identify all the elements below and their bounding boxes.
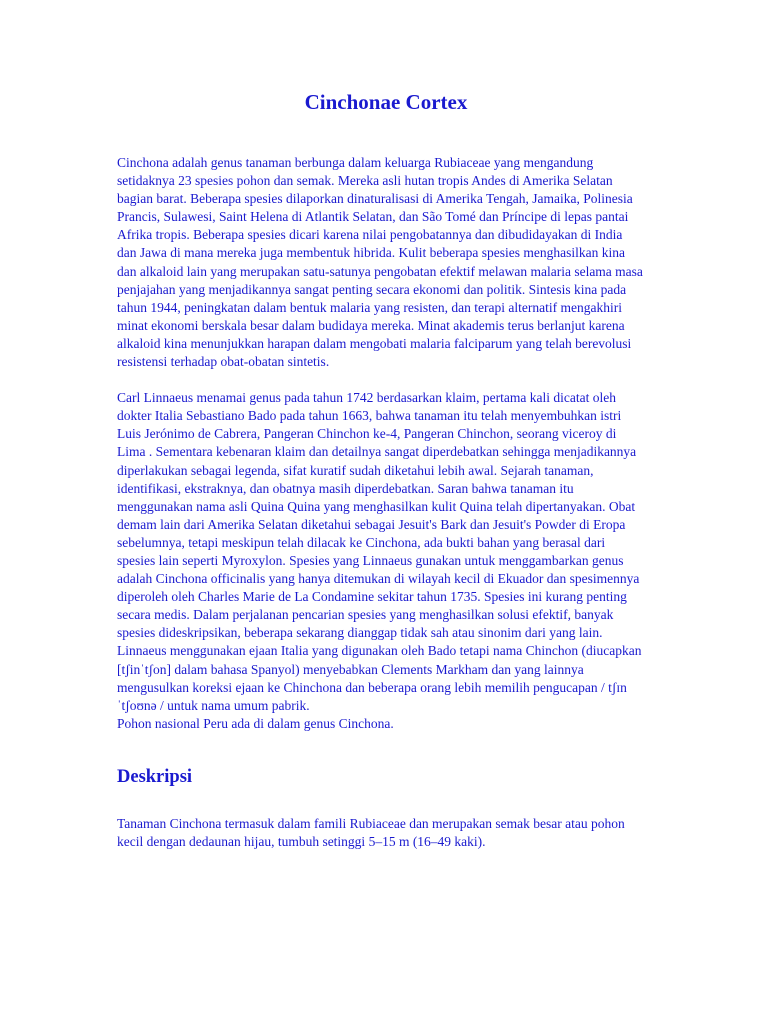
intro-paragraph: Cinchona adalah genus tanaman berbunga dalam keluarga Rubiaceae yang mengandung setidaknya 23 spesies pohon dan semak. Mereka asli hutan tropis Andes di Amerika Selatan bagian barat. Beberapa spesies dilaporkan dinaturalisasi di Amerika Tengah, Jamaika, Polinesia Prancis, Sulawesi, Saint Helena di Atlantik Selatan, dan São Tomé dan Príncipe di lepas pantai Afrika tropis. Beberapa spesies dicari karena nilai pengobatannya dan dibudidayakan di India dan Jawa di mana mereka juga membentuk hibrida. Kulit beberapa spesies menghasilkan kina dan alkaloid lain yang merupakan satu-satunya pengobatan efektif melawan malaria selama masa penjajahan yang menjadikannya sangat penting secara ekonomi dan politik. Sintesis kina pada tahun 1944, peningkatan dalam bentuk malaria yang resisten, dan terapi alternatif mengakhiri minat ekonomi berskala besar dalam budidaya mereka. Minat akademis terus berlanjut karena alkaloid kina menunjukkan harapan dalam mengobati malaria falciparum yang telah berevolusi resistensi terhadap obat-obatan sintetis. (117, 155, 643, 370)
description-paragraph: Tanaman Cinchona termasuk dalam famili Rubiaceae dan merupakan semak besar atau pohon kecil dengan dedaunan hijau, tumbuh setinggi 5–15 m (16–49 kaki). (117, 815, 625, 849)
document-title: Cinchonae Cortex (304, 90, 468, 114)
national-tree-paragraph: Pohon nasional Peru ada di dalam genus Cinchona. (117, 715, 394, 731)
history-paragraph: Carl Linnaeus menamai genus pada tahun 1742 berdasarkan klaim, pertama kali dicatat oleh dokter Italia Sebastiano Bado pada tahun 1663, bahwa tanaman itu telah menyembuhkan istri Luis Jerónimo de Cabrera, Pangeran Chinchon ke-4, Pangeran Chinchon, seorang viceroy di Lima . Sementara kebenaran klaim dan detailnya sangat diperdebatkan sehingga menjadikannya diperlakukan sebagai legenda, sifat kuratif sudah diketahui lebih awal. Sejarah tanaman, identifikasi, ekstraknya, dan obatnya masih diperdebatkan. Saran bahwa tanaman itu menggunakan nama asli Quina Quina yang menghasilkan kulit Quina telah dipertanyakan. Obat demam lain dari Amerika Selatan diketahui sebagai Jesuit's Bark dan Jesuit's Powder di Eropa sebelumnya, tetapi meskipun telah dilacak ke Cinchona, ada bukti bahan yang berasal dari spesies lain seperti Myroxylon. Spesies yang Linnaeus gunakan untuk menggambarkan genus adalah Cinchona officinalis yang hanya ditemukan di wilayah kecil di Ekuador dan spesimennya diperoleh oleh Charles Marie de La Condamine sekitar tahun 1735. Spesies ini kurang penting secara medis. Dalam perjalanan pencarian spesies yang menghasilkan solusi efektif, banyak spesies dideskripsikan, beberapa sekarang dianggap tidak sah atau sinonim dari yang lain. Linnaeus menggunakan ejaan Italia yang digunakan oleh Bado tetapi nama Chinchon (diucapkan [tʃinˈtʃon] dalam bahasa Spanyol) menyebabkan Clements Markham dan yang lainnya mengusulkan koreksi ejaan ke Chinchona dan beberapa orang lebih memilih pengucapan / tʃɪnˈtʃoʊnə / untuk nama umum pabrik. (117, 390, 642, 713)
document-page (117, 84, 645, 851)
section-heading-deskripsi: Deskripsi (117, 766, 193, 787)
